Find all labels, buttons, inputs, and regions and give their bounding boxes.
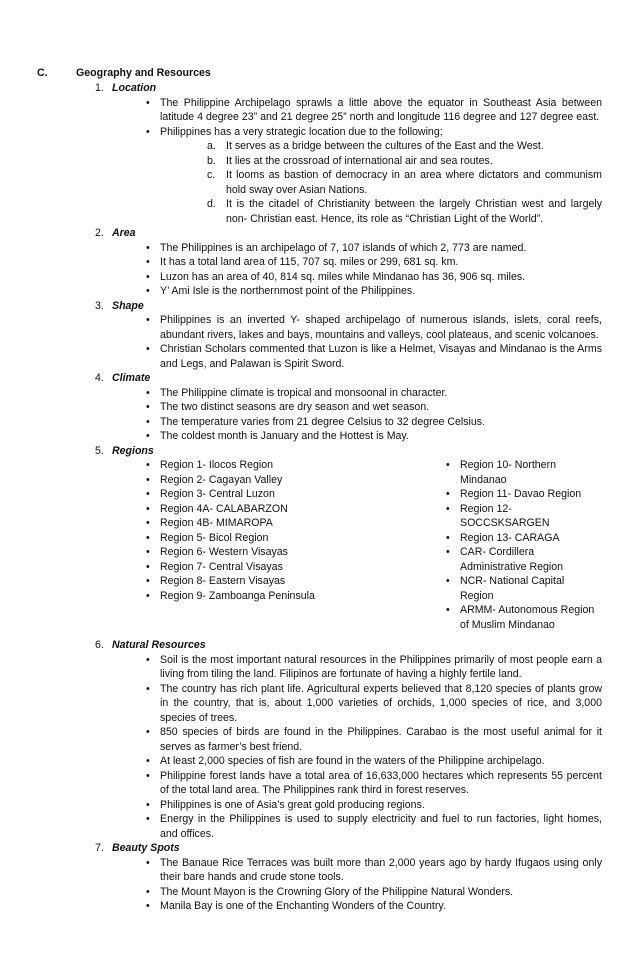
list-item: • The coldest month is January and the Hottest is May. [160, 429, 602, 444]
list-item: • Region 6- Western Visayas [160, 545, 320, 560]
subsection-title: Natural Resources [112, 639, 206, 651]
list-item: • Region 9- Zamboanga Peninsula [160, 589, 320, 604]
list-item: • Region 11- Davao Region [460, 487, 600, 502]
list-item: • The Philippines is an archipelago of 7, 107 islands of which 2, 773 are named. [160, 241, 602, 256]
list-item: • Y’ Ami Isle is the northernmost point of the Philippines. [160, 284, 602, 299]
list-item: • Philippine forest lands have a total area of 16,633,000 hectares which represents 55 percent of the total land area. The Philippines rank third in forest reserves. [160, 769, 602, 798]
subsection-number: 7. [95, 842, 104, 854]
section-letter: C. [37, 67, 48, 79]
lettered-item [207, 139, 602, 154]
list-item: • Christian Scholars commented that Luzon is like a Helmet, Visayas and Mindanao is the Arms and Legs, and Palawan is Spirit Sword. [160, 342, 602, 371]
subsection-number: 3. [95, 299, 104, 312]
list-item: • Philippines is an inverted Y- shaped archipelago of numerous islands, islets, coral reefs, abundant rivers, lakes and bays, mountains and valleys, cool plateaus, and scenic volcanoes. [160, 313, 602, 342]
list-item: • Region 4B- MIMAROPA [160, 516, 320, 531]
item-letter: b. [207, 154, 216, 167]
list-item: • Manila Bay is one of the Enchanting Wonders of the Country. [160, 899, 602, 914]
list-item: • Region 5- Bicol Region [160, 531, 320, 546]
section-title: Geography and Resources [76, 67, 211, 79]
subsection-heading-climate [95, 371, 638, 386]
list-item: • The two distinct seasons are dry season and wet season. [160, 400, 602, 415]
list-item: • Region 2- Cagayan Valley [160, 473, 320, 488]
list-item: • The country has rich plant life. Agricultural experts believed that 8,120 species of plants grow in the country, that is, about 1,000 varieties of orchids, 1,000 species of rice, and 3,000 species of trees. [160, 682, 602, 726]
list-item: • Region 3- Central Luzon [160, 487, 320, 502]
list-item: • Region 12- SOCCSKSARGEN [460, 502, 600, 531]
item-text: It looms as bastion of democracy in an area where dictators and communism hold sway over Asian Nations. [226, 169, 602, 196]
item-text: It serves as a bridge between the cultures of the East and the West. [226, 140, 544, 152]
lettered-item [207, 168, 602, 197]
subsection-heading-area [95, 226, 638, 241]
list-item: • The Banaue Rice Terraces was built more than 2,000 years ago by hardy Ifugaos using only their bare hands and crude stone tools. [160, 856, 602, 885]
list-item: • Luzon has an area of 40, 814 sq. miles while Mindanao has 36, 906 sq. miles. [160, 270, 602, 285]
regions-columns [0, 458, 638, 638]
subsection-title: Regions [112, 444, 154, 457]
lettered-item [207, 197, 602, 226]
subsection-heading-beauty-spots [95, 841, 638, 856]
list-item: • CAR- Cordillera Administrative Region [460, 545, 600, 574]
item-text: It is the citadel of Christianity between the largely Christian west and largely non- Christian east. Hence, its role as “Christian Light of the World”. [226, 198, 602, 225]
subsection-heading-regions [95, 444, 638, 459]
subsection-title: Shape [112, 299, 144, 312]
list-item: • Region 7- Central Visayas [160, 560, 320, 575]
subsection-number: 6. [95, 639, 104, 651]
item-letter: d. [207, 198, 216, 210]
list-item: • Energy in the Philippines is used to supply electricity and fuel to run factories, light homes, and offices. [160, 812, 602, 841]
list-item: • Region 13- CARAGA [460, 531, 600, 546]
list-item: • Region 1- Ilocos Region [160, 458, 320, 473]
regions-right-column [460, 458, 600, 632]
list-item: • The temperature varies from 21 degree Celsius to 32 degree Celsius. [160, 415, 602, 430]
list-item: • 850 species of birds are found in the Philippines. Carabao is the most useful animal for it serves as farmer’s best friend. [160, 725, 602, 754]
list-item: • The Mount Mayon is the Crowning Glory of the Philippine Natural Wonders. [160, 885, 602, 900]
list-item: • Philippines has a very strategic location due to the following; [160, 125, 602, 140]
subsection-heading-natural-resources [95, 638, 638, 653]
item-letter: a. [207, 140, 216, 152]
subsection-title: Area [112, 227, 136, 239]
section-content [0, 81, 638, 914]
item-text: It lies at the crossroad of international air and sea routes. [226, 154, 493, 167]
subsection-heading-location [95, 81, 638, 96]
lettered-item [207, 154, 602, 169]
list-item: • Region 4A- CALABARZON [160, 502, 320, 517]
subsection-number: 1. [95, 82, 104, 94]
list-item: • ARMM- Autonomous Region of Muslim Mindanao [460, 603, 600, 632]
subsection-title: Climate [112, 372, 151, 384]
subsection-number: 5. [95, 444, 104, 457]
subsection-heading-shape [95, 299, 638, 314]
subsection-title: Location [112, 82, 157, 94]
subsection-number: 4. [95, 372, 104, 384]
list-item: • Philippines is one of Asia’s great gold producing regions. [160, 798, 602, 813]
list-item: • It has a total land area of 115, 707 sq. miles or 299, 681 sq. km. [160, 255, 602, 270]
subsection-number: 2. [95, 227, 104, 239]
regions-left-column [0, 458, 420, 603]
subsection-title: Beauty Spots [112, 842, 180, 854]
list-item: • NCR- National Capital Region [460, 574, 600, 603]
item-letter: c. [207, 169, 216, 181]
list-item: • The Philippine climate is tropical and monsoonal in character. [160, 386, 602, 401]
list-item: • Region 8- Eastern Visayas [160, 574, 320, 589]
list-item: • Region 10- Northern Mindanao [460, 458, 600, 487]
list-item: • Soil is the most important natural resources in the Philippines primarily of most people earn a living from tiling the land. Filipinos are fortunate of having a highly fertile land. [160, 653, 602, 682]
list-item: • The Philippine Archipelago sprawls a little above the equator in Southeast Asia between latitude 4 degree 23” and 21 degree 25” north and longitude 116 degree and 127 degree east. [160, 96, 602, 125]
list-item: • At least 2,000 species of fish are found in the waters of the Philippine archipelago. [160, 754, 602, 769]
